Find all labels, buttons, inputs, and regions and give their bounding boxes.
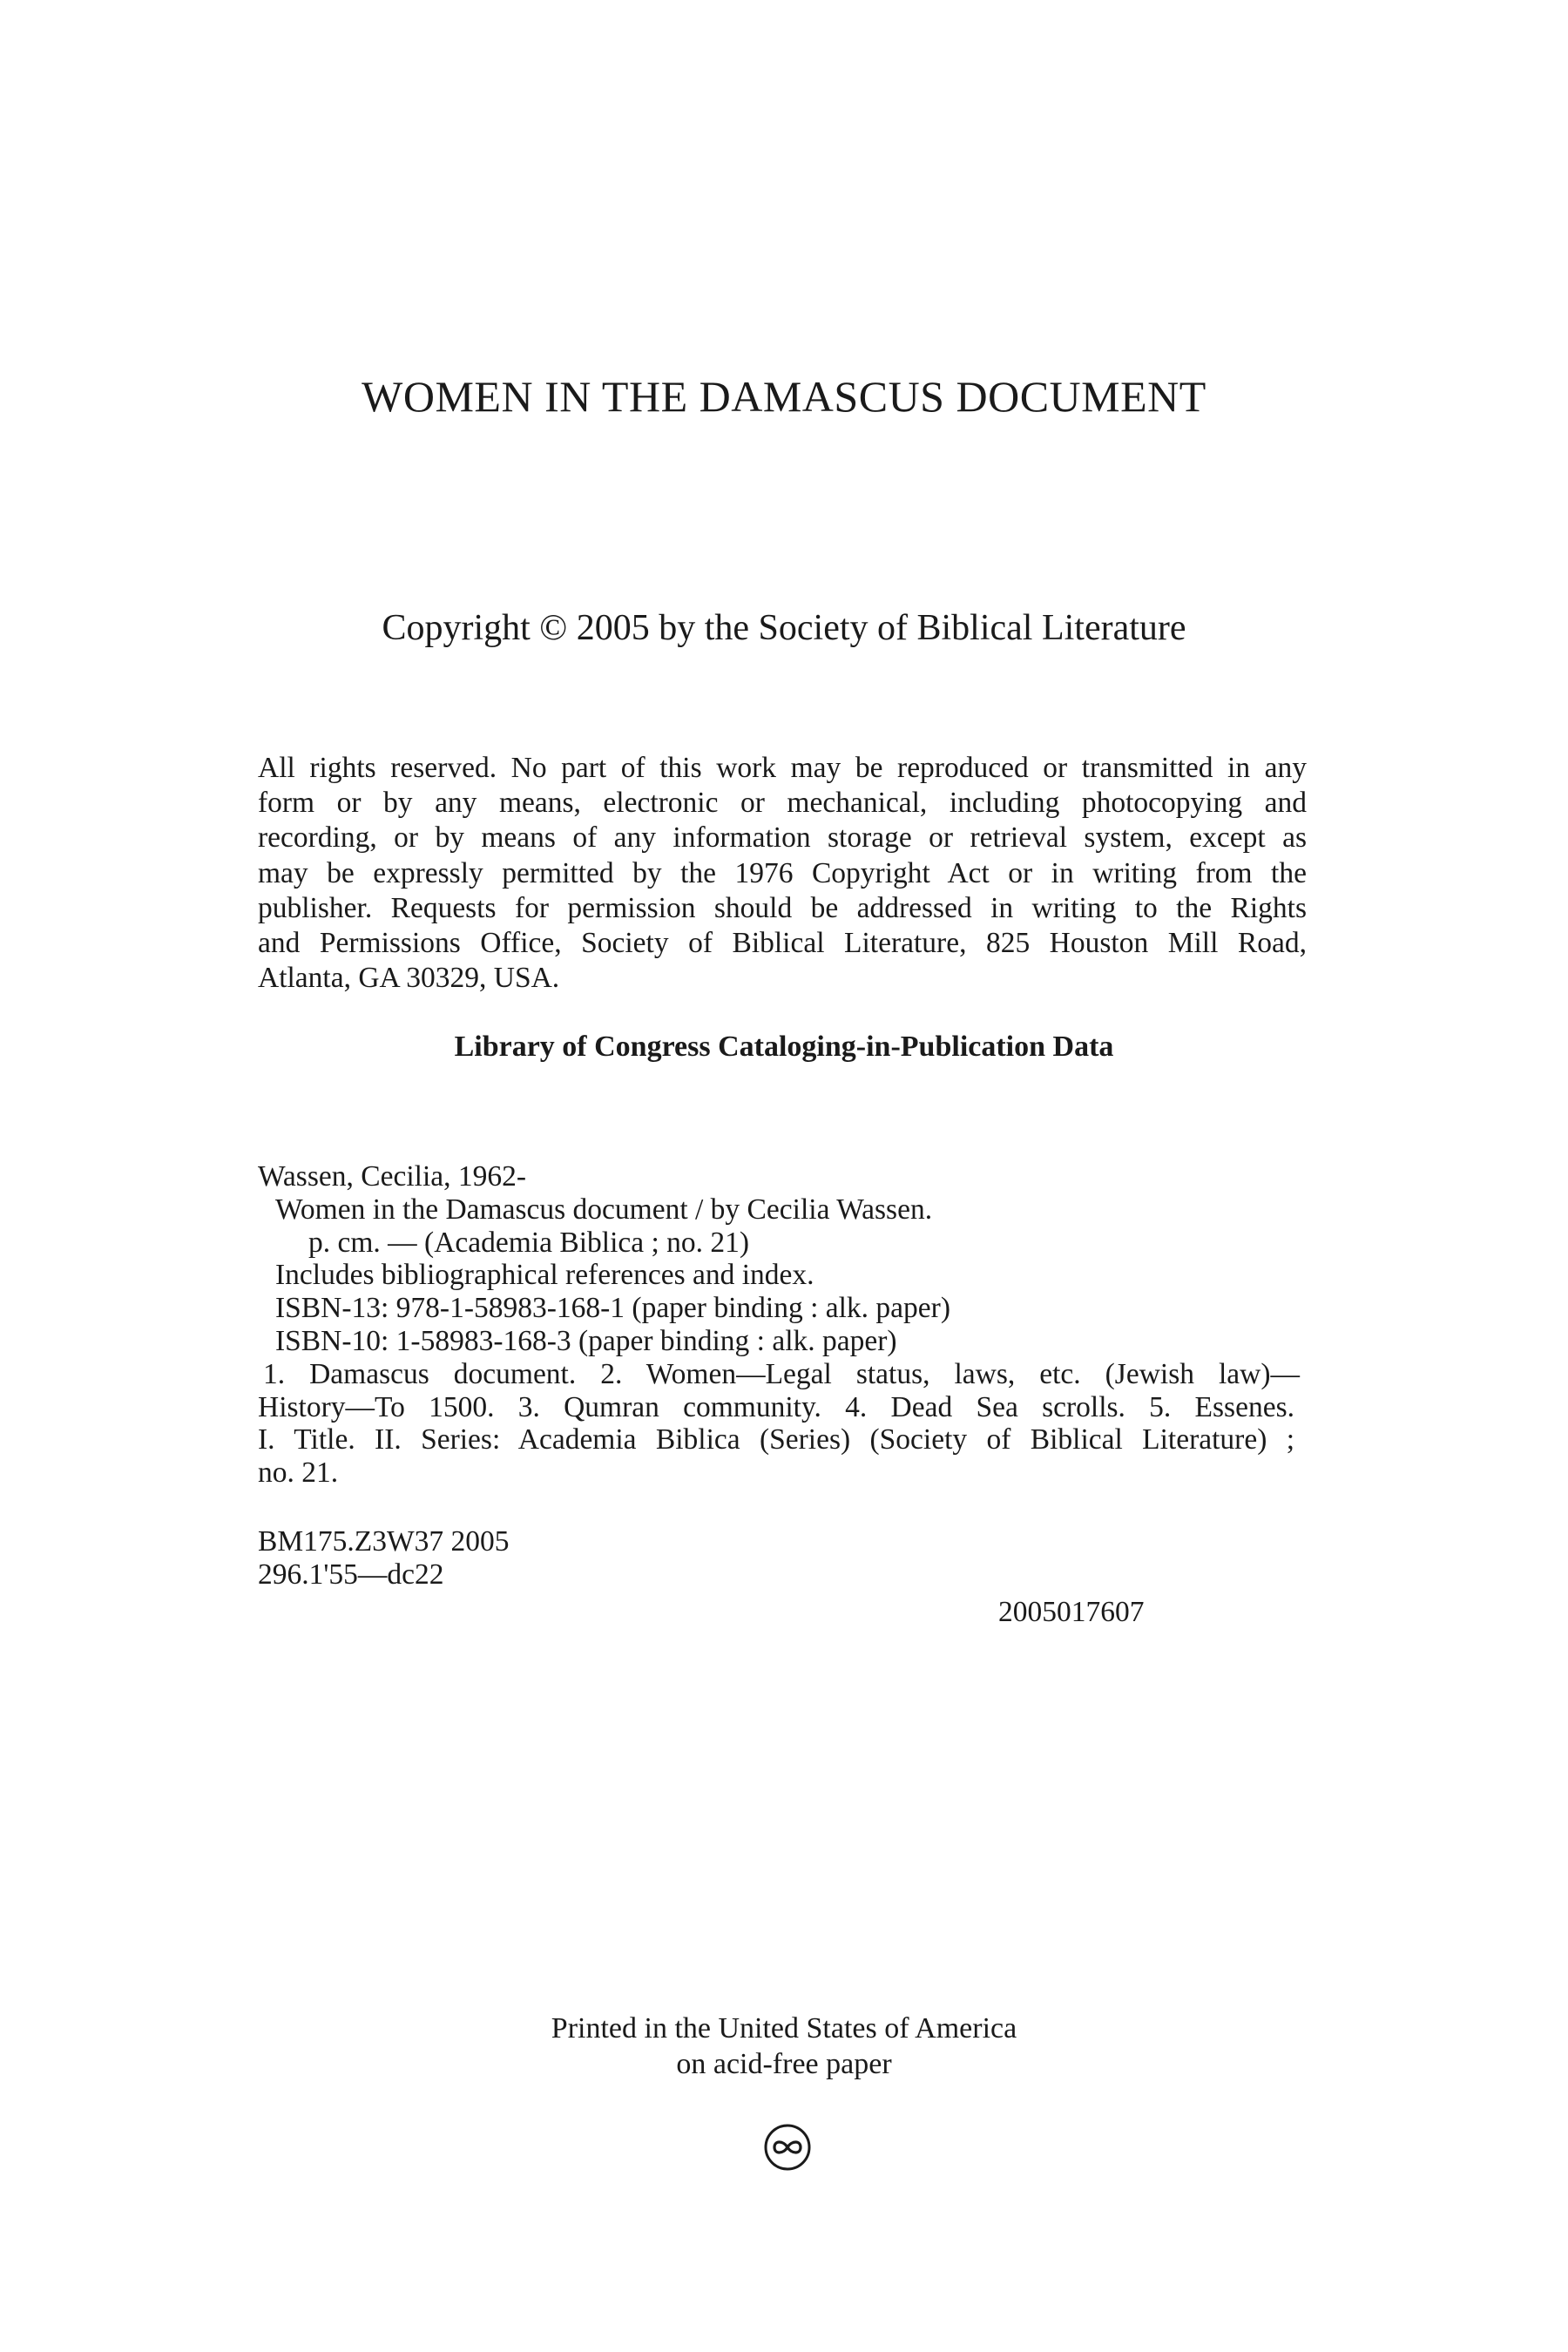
printed-line-2: on acid-free paper (676, 2048, 892, 2080)
rights-line: publisher. Requests for permission should be addressed in writing to the Rights (258, 891, 1307, 924)
rights-line: and Permissions Office, Society of Biblical Literature, 825 Houston Mill Road, (258, 927, 1307, 960)
lccn-number: 2005017607 (998, 1596, 1145, 1628)
cip-subjects-line: I. Title. II. Series: Academia Biblica (Series) (Society of Biblical Literature) ; (258, 1423, 1294, 1456)
cip-isbn10: ISBN-10: 1-58983-168-3 (paper binding : alk. paper) (275, 1324, 897, 1357)
rights-line: All rights reserved. No part of this work may be reproduced or transmitted in any (258, 752, 1307, 784)
rights-statement (258, 751, 1307, 996)
infinity-circle-icon (763, 2123, 812, 2172)
cip-record (258, 1160, 1312, 1490)
rights-line: recording, or by means of any information storage or retrieval system, except as (258, 821, 1307, 855)
cip-title: Women in the Damascus document / by Cecilia Wassen. (275, 1193, 933, 1226)
cip-heading: Library of Congress Cataloging-in-Publication Data (454, 1031, 1114, 1063)
cip-physical: p. cm. — (Academia Biblica ; no. 21) (308, 1226, 750, 1259)
dewey-number: 296.1'55—dc22 (258, 1558, 444, 1591)
printed-line-1: Printed in the United States of America (551, 2012, 1017, 2044)
rights-line: form or by any means, electronic or mechanical, including photocopying and (258, 787, 1307, 820)
cip-subjects-line: 1. Damascus document. 2. Women—Legal status, laws, etc. (Jewish law)— (263, 1357, 1300, 1390)
lc-call-number: BM175.Z3W37 2005 (258, 1525, 510, 1558)
book-title: WOMEN IN THE DAMASCUS DOCUMENT (362, 372, 1206, 421)
rights-line: Atlanta, GA 30329, USA. (258, 962, 560, 995)
cip-isbn13: ISBN-13: 978-1-58983-168-1 (paper binding : alk. paper) (275, 1292, 950, 1325)
classification-block (258, 1525, 509, 1592)
copyright-notice: Copyright © 2005 by the Society of Biblical Literature (382, 608, 1186, 648)
cip-subjects-line: History—To 1500. 3. Qumran community. 4. Dead Sea scrolls. 5. Essenes. (258, 1390, 1294, 1423)
cip-notes: Includes bibliographical references and index. (275, 1259, 814, 1292)
cip-subjects-line: no. 21. (258, 1456, 339, 1490)
cip-author: Wassen, Cecilia, 1962- (258, 1160, 527, 1193)
printed-statement (0, 2011, 1568, 2082)
rights-line: may be expressly permitted by the 1976 Copyright Act or in writing from the (258, 856, 1307, 889)
